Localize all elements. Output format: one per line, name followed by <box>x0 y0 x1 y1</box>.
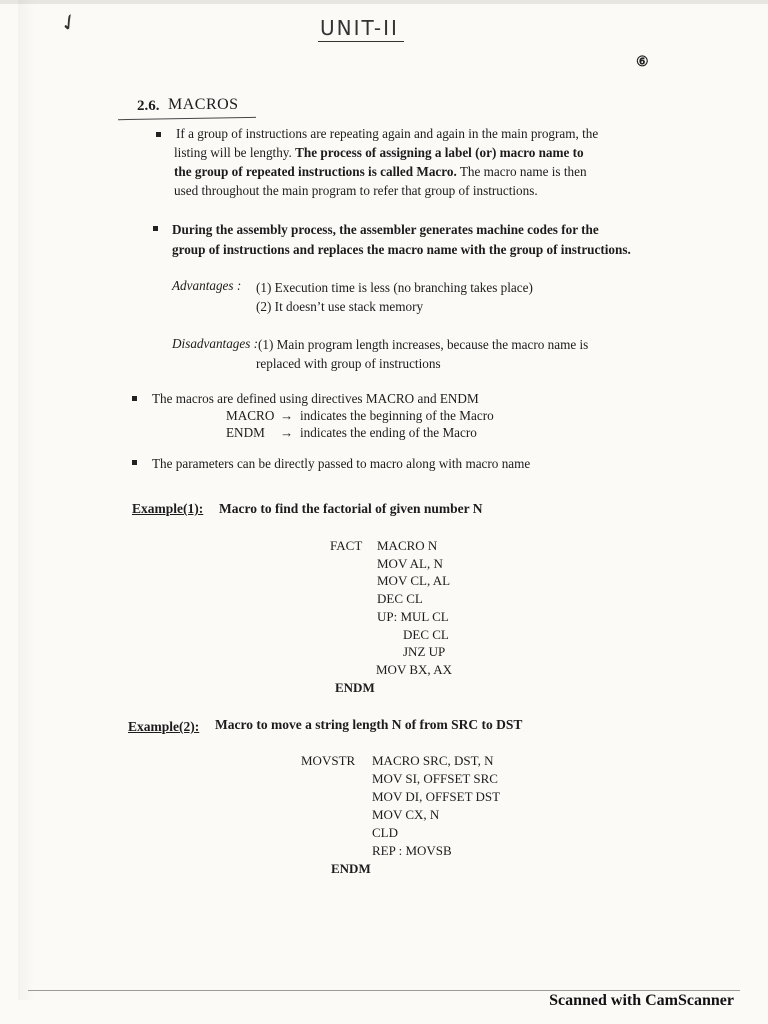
para1-line4: used throughout the main program to refer that group of instructions. <box>174 183 538 198</box>
code-line: MOV DI, OFFSET DST <box>372 789 501 804</box>
example2-title: Macro to move a string length N of from SRC to DST <box>215 717 523 732</box>
example1-macro-name: FACT <box>330 538 363 553</box>
arrow-right-icon: → <box>280 425 294 440</box>
para2-line2: group of instructions and replaces the macro name with the group of instructions. <box>172 242 631 257</box>
arrow-right-icon: → <box>280 408 294 423</box>
advantage-item-1: (1) Execution time is less (no branching takes place) <box>256 280 533 295</box>
camscanner-watermark: Scanned with CamScanner <box>549 992 734 1009</box>
directive-endm-keyword: ENDM <box>226 425 265 440</box>
disadvantage-item-1-cont: replaced with group of instructions <box>256 356 441 371</box>
unit-heading: UNIT-II <box>320 16 399 40</box>
example1-label: Example(1): <box>132 501 204 516</box>
code-line: UP: MUL CL <box>377 609 449 624</box>
page-bottom-edge <box>28 990 740 991</box>
bullet-marker <box>132 460 137 465</box>
code-line: DEC CL <box>403 627 449 642</box>
code-line: MACRO N <box>377 538 438 553</box>
code-line: MOV BX, AX <box>376 662 452 677</box>
para1-line2-normal: listing will be lengthy. <box>174 145 296 160</box>
advantage-item-2: (2) It doesn’t use stack memory <box>256 299 424 314</box>
code-line: MOV CL, AL <box>377 573 451 588</box>
code-line: MACRO SRC, DST, N <box>372 753 494 768</box>
page-number-mark: ⑥ <box>636 55 649 70</box>
para2-line1: During the assembly process, the assembler generates machine codes for the <box>172 222 599 237</box>
handwritten-tick-mark: ✓ <box>54 7 84 39</box>
code-line: JNZ UP <box>403 644 446 659</box>
para1-line2-bold: The process of assigning a label (or) macro name to <box>295 145 584 160</box>
advantages-label: Advantages : <box>172 278 242 293</box>
para1-line3-bold: the group of repeated instructions is called Macro. <box>174 164 457 179</box>
example1-title: Macro to find the factorial of given number N <box>219 501 483 516</box>
section-number: 2.6. <box>137 98 160 114</box>
disadvantage-item-1: (1) Main program length increases, because the macro name is <box>258 337 589 352</box>
code-line: MOV SI, OFFSET SRC <box>372 771 498 786</box>
bullet-marker <box>132 396 137 401</box>
example1-endm: ENDM <box>335 680 375 695</box>
code-line: MOV AL, N <box>377 556 443 571</box>
section-title-underline <box>118 117 256 120</box>
parameters-note: The parameters can be directly passed to macro along with macro name <box>152 456 531 471</box>
para1-line1: If a group of instructions are repeating again and again in the main program, the <box>176 126 599 141</box>
example2-macro-name: MOVSTR <box>301 753 356 768</box>
para1-line3-normal: The macro name is then <box>456 164 587 179</box>
para1-line3 <box>174 162 587 181</box>
code-line: DEC CL <box>377 591 423 606</box>
code-line: CLD <box>372 825 398 840</box>
bullet-marker <box>156 132 161 137</box>
para1-line2 <box>174 143 584 162</box>
page-top-edge <box>0 0 768 4</box>
section-title: MACROS <box>168 96 239 113</box>
code-line: REP : MOVSB <box>372 843 452 858</box>
code-line: MOV CX, N <box>372 807 440 822</box>
directive-macro-description: indicates the beginning of the Macro <box>300 408 494 423</box>
example2-label: Example(2): <box>128 719 200 734</box>
unit-heading-underline <box>318 41 404 42</box>
example2-endm: ENDM <box>331 861 371 876</box>
bullet-marker <box>153 226 158 231</box>
directive-macro-keyword: MACRO <box>226 408 275 423</box>
directives-intro: The macros are defined using directives MACRO and ENDM <box>152 391 479 406</box>
directive-endm-description: indicates the ending of the Macro <box>300 425 477 440</box>
disadvantages-label: Disadvantages : <box>172 336 259 351</box>
page-left-shadow <box>18 0 34 1000</box>
